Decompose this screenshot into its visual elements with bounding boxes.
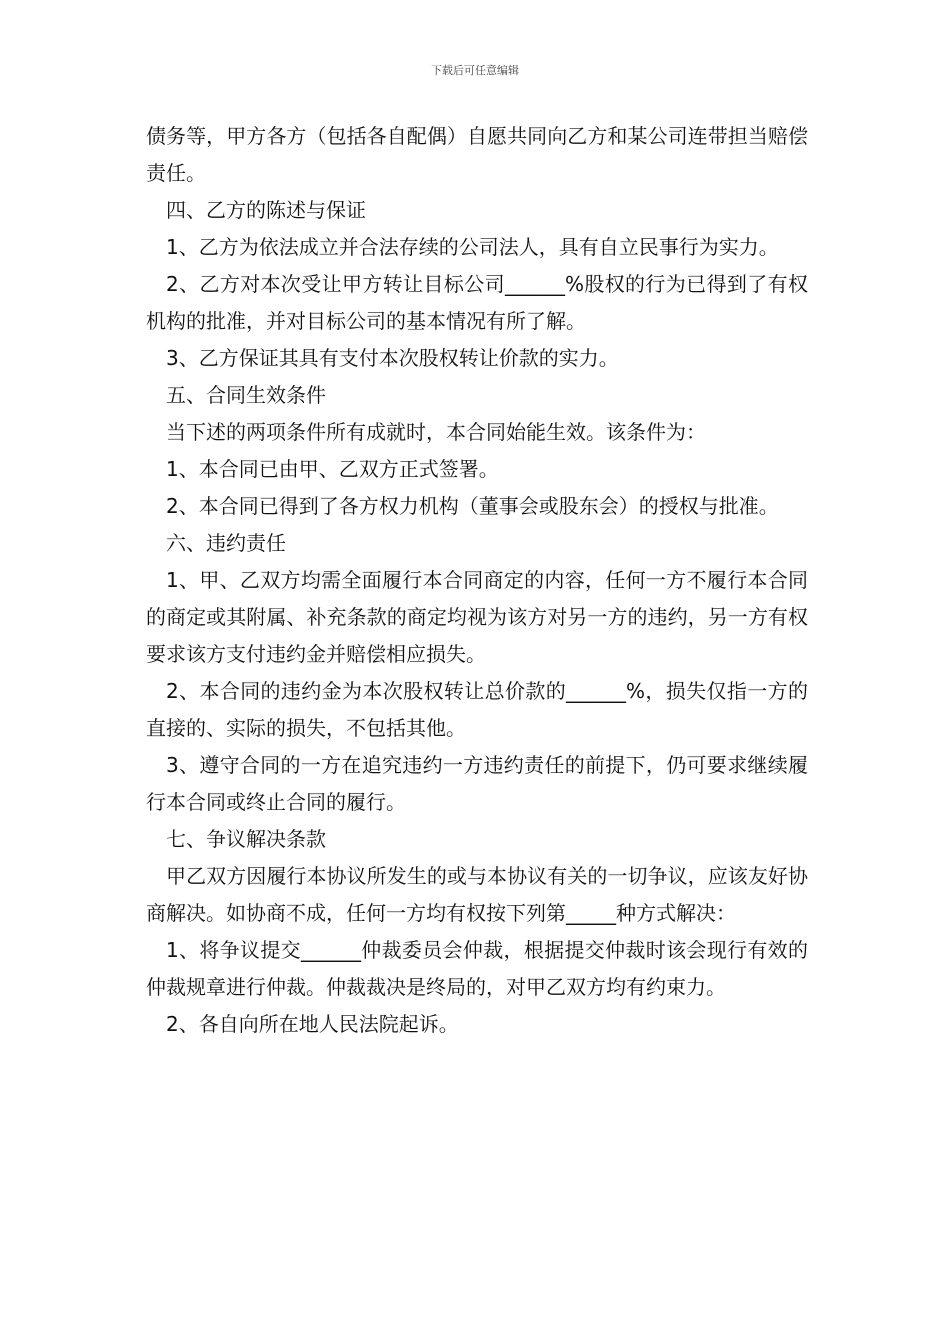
clause-5-2: 2、本合同已得到了各方权力机构（董事会或股东会）的授权与批准。: [166, 494, 779, 518]
section-heading-4: 四、乙方的陈述与保证: [166, 198, 366, 222]
clause-4-1: 1、乙方为依法成立并合法存续的公司法人，具有自立民事行为实力。: [166, 235, 779, 259]
clause-5-intro: 当下述的两项条件所有成就时，本合同始能生效。该条件为：: [166, 420, 706, 444]
page-header: 下载后可任意编辑: [431, 64, 519, 77]
document-body: [146, 118, 808, 1043]
clause-6-1: 1、甲、乙双方均需全面履行本合同商定的内容，任何一方不履行本合同的商定或其附属、补充条款的商定均视为该方对另一方的违约，另一方有权要求该方支付违约金并赔偿相应损失。: [146, 568, 808, 666]
clause-6-3: 3、遵守合同的一方在追究违约一方违约责任的前提下，仍可要求继续履行本合同或终止合同的履行。: [146, 753, 808, 814]
section-heading-7: 七、争议解决条款: [166, 827, 326, 851]
clause-7-intro: 甲乙双方因履行本协议所发生的或与本协议有关的一切争议，应该友好协商解决。如协商不成，任何一方均有权按下列第_____种方式解决：: [146, 864, 808, 925]
clause-4-2: 2、乙方对本次受让甲方转让目标公司______%股权的行为已得到了有权机构的批准，并对目标公司的基本情况有所了解。: [146, 272, 808, 333]
paragraph-debt-liability: 债务等，甲方各方（包括各自配偶）自愿共同向乙方和某公司连带担当赔偿责任。: [146, 124, 808, 185]
clause-7-1: 1、将争议提交______仲裁委员会仲裁，根据提交仲裁时该会现行有效的仲裁规章进行仲裁。仲裁裁决是终局的，对甲乙双方均有约束力。: [146, 938, 808, 999]
clause-6-2: 2、本合同的违约金为本次股权转让总价款的______%，损失仅指一方的直接的、实际的损失，不包括其他。: [146, 679, 808, 740]
clause-7-2: 2、各自向所在地人民法院起诉。: [166, 1012, 459, 1036]
clause-5-1: 1、本合同已由甲、乙双方正式签署。: [166, 457, 499, 481]
section-heading-6: 六、违约责任: [166, 531, 286, 555]
clause-4-3: 3、乙方保证其具有支付本次股权转让价款的实力。: [166, 346, 619, 370]
section-heading-5: 五、合同生效条件: [166, 383, 326, 407]
